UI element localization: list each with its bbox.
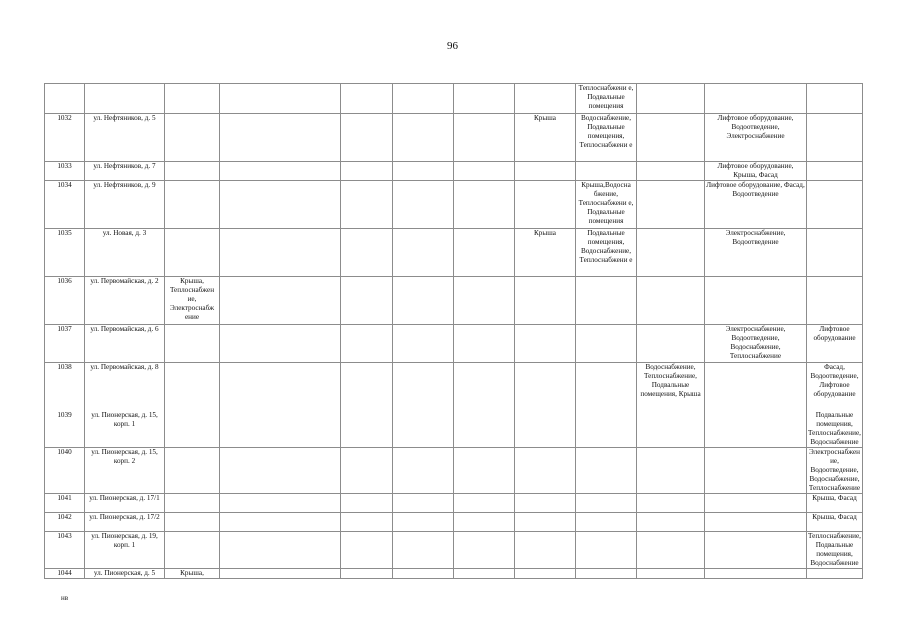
works-cell	[807, 229, 863, 277]
works-cell: Крыша, Фасад	[807, 513, 863, 532]
empty-cell	[393, 114, 454, 162]
works-cell	[165, 411, 220, 448]
empty-cell	[454, 363, 515, 411]
address-cell	[85, 84, 165, 114]
row-number: 1033	[45, 162, 85, 181]
row-number	[45, 84, 85, 114]
works-cell	[165, 513, 220, 532]
empty-cell	[220, 229, 341, 277]
works-cell: Крыша,	[165, 569, 220, 579]
address-cell: ул. Пионерская, д. 15, корп. 2	[85, 448, 165, 494]
empty-cell	[454, 229, 515, 277]
empty-cell	[515, 569, 576, 579]
address-cell: ул. Первомайская, д. 6	[85, 325, 165, 363]
empty-cell	[393, 162, 454, 181]
table-row	[45, 114, 863, 162]
works-cell: Электроснабжение, Водоотведение	[705, 229, 807, 277]
empty-cell	[393, 411, 454, 448]
works-cell	[576, 411, 637, 448]
works-cell	[165, 162, 220, 181]
works-cell: Лифтовое оборудование, Водоотведение, Электроснабжение	[705, 114, 807, 162]
row-number: 1042	[45, 513, 85, 532]
works-cell: Лифтовое оборудование	[807, 325, 863, 363]
empty-cell	[341, 229, 393, 277]
works-cell	[807, 84, 863, 114]
empty-cell	[393, 448, 454, 494]
empty-cell	[220, 363, 341, 411]
works-cell	[807, 569, 863, 579]
empty-cell	[515, 84, 576, 114]
works-cell: Электроснабжение, Водоотведение, Водоснабжение, Теплоснабжение	[705, 325, 807, 363]
row-number: 1035	[45, 229, 85, 277]
works-cell	[165, 494, 220, 513]
empty-cell	[515, 277, 576, 325]
row-number: 1040	[45, 448, 85, 494]
works-cell	[807, 181, 863, 229]
empty-cell	[220, 277, 341, 325]
empty-cell	[220, 114, 341, 162]
empty-cell	[341, 114, 393, 162]
empty-cell	[220, 162, 341, 181]
works-cell	[165, 229, 220, 277]
row-number: 1036	[45, 277, 85, 325]
empty-cell	[454, 448, 515, 494]
empty-cell	[454, 532, 515, 569]
empty-cell	[454, 513, 515, 532]
works-cell	[637, 162, 705, 181]
works-cell	[576, 325, 637, 363]
row-number: 1038	[45, 363, 85, 411]
works-cell: Крыша, Фасад	[807, 494, 863, 513]
works-cell: Электроснабжение, Водоотведение, Водоснабжение, Теплоснабжение	[807, 448, 863, 494]
works-cell	[576, 363, 637, 411]
empty-cell	[393, 229, 454, 277]
works-cell: Фасад, Водоотведение, Лифтовое оборудование	[807, 363, 863, 411]
empty-cell	[341, 448, 393, 494]
table-row	[45, 448, 863, 494]
empty-cell	[220, 569, 341, 579]
works-cell	[807, 162, 863, 181]
empty-cell	[454, 181, 515, 229]
works-cell	[807, 277, 863, 325]
empty-cell	[454, 84, 515, 114]
address-cell: ул. Пионерская, д. 15, корп. 1	[85, 411, 165, 448]
works-cell	[165, 84, 220, 114]
works-cell: Лифтовое оборудование, Крыша, Фасад	[705, 162, 807, 181]
address-cell: ул. Пионерская, д. 17/1	[85, 494, 165, 513]
row-number: 1044	[45, 569, 85, 579]
empty-cell	[220, 532, 341, 569]
table-row	[45, 411, 863, 448]
row-number: 1032	[45, 114, 85, 162]
works-cell	[637, 229, 705, 277]
page-number: 96	[447, 40, 458, 52]
works-cell	[807, 114, 863, 162]
row-number: 1041	[45, 494, 85, 513]
table-row	[45, 162, 863, 181]
empty-cell	[515, 325, 576, 363]
table-row	[45, 181, 863, 229]
works-cell	[637, 181, 705, 229]
empty-cell	[393, 325, 454, 363]
works-cell	[576, 569, 637, 579]
empty-cell	[393, 513, 454, 532]
empty-cell	[515, 448, 576, 494]
empty-cell	[515, 532, 576, 569]
table-row	[45, 84, 863, 114]
empty-cell	[454, 494, 515, 513]
empty-cell	[454, 325, 515, 363]
works-cell	[637, 325, 705, 363]
empty-cell	[454, 114, 515, 162]
works-cell	[705, 363, 807, 411]
works-cell	[165, 181, 220, 229]
empty-cell	[220, 325, 341, 363]
row-number: 1034	[45, 181, 85, 229]
row-number: 1039	[45, 411, 85, 448]
works-cell	[705, 84, 807, 114]
works-cell	[576, 277, 637, 325]
works-cell: Теплоснабжение, Подвальные помещения, Водоснабжение	[808, 532, 861, 567]
works-cell: Крыша	[515, 229, 576, 277]
works-cell	[165, 114, 220, 162]
works-cell	[637, 569, 705, 579]
table-row	[45, 532, 863, 569]
works-cell	[576, 532, 637, 569]
address-cell: ул. Пионерская, д. 5	[85, 569, 165, 579]
works-cell: Крыша,Водосна бжение, Теплоснабжени е, Подвальные помещения	[576, 181, 637, 229]
table-row	[45, 569, 863, 579]
table-row	[45, 229, 863, 277]
works-cell: Подвальные помещения, Водоснабжение, Теплоснабжени е	[576, 229, 637, 277]
empty-cell	[341, 363, 393, 411]
empty-cell	[341, 181, 393, 229]
empty-cell	[341, 569, 393, 579]
empty-cell	[454, 162, 515, 181]
works-cell	[705, 448, 807, 494]
address-cell: ул. Новая, д. 3	[85, 229, 165, 277]
empty-cell	[341, 277, 393, 325]
works-cell: Крыша, Теплоснабжен ие, Электроснабж ение	[165, 277, 220, 325]
works-cell	[637, 448, 705, 494]
works-cell	[165, 532, 220, 569]
works-cell: Лифтовое оборудование, Фасад, Водоотведение	[705, 181, 807, 229]
row-number: 1037	[45, 325, 85, 363]
works-cell	[705, 569, 807, 579]
empty-cell	[341, 532, 393, 569]
works-cell	[576, 513, 637, 532]
works-cell	[637, 532, 705, 569]
works-cell	[637, 277, 705, 325]
works-cell	[637, 114, 705, 162]
works-cell: Крыша	[515, 114, 576, 162]
works-cell	[705, 494, 807, 513]
empty-cell	[220, 513, 341, 532]
empty-cell	[393, 569, 454, 579]
empty-cell	[220, 181, 341, 229]
table-row	[45, 325, 863, 363]
works-cell	[165, 325, 220, 363]
works-cell: Подвальные помещения, Теплоснабжение, Водоснабжение	[808, 411, 861, 446]
empty-cell	[393, 181, 454, 229]
address-cell: ул. Первомайская, д. 2	[85, 277, 165, 325]
empty-cell	[515, 513, 576, 532]
table-row	[45, 277, 863, 325]
works-cell	[576, 494, 637, 513]
address-cell: ул. Нефтяников, д. 5	[85, 114, 165, 162]
works-cell	[576, 448, 637, 494]
works-cell: Теплоснабжени е, Подвальные помещения	[576, 84, 637, 114]
repair-schedule-table	[44, 83, 863, 579]
empty-cell	[454, 569, 515, 579]
address-cell: ул. Нефтяников, д. 7	[85, 162, 165, 181]
empty-cell	[220, 448, 341, 494]
address-cell: ул. Нефтяников, д. 9	[85, 181, 165, 229]
empty-cell	[393, 363, 454, 411]
empty-cell	[515, 494, 576, 513]
works-cell	[637, 84, 705, 114]
empty-cell	[515, 363, 576, 411]
empty-cell	[220, 494, 341, 513]
works-cell: Водоснабжение, Теплоснабжение, Подвальные помещения, Крыша	[637, 363, 705, 448]
empty-cell	[393, 84, 454, 114]
empty-cell	[515, 411, 576, 448]
works-cell	[165, 363, 220, 411]
table-row	[45, 494, 863, 513]
empty-cell	[393, 494, 454, 513]
works-cell	[705, 277, 807, 325]
empty-cell	[515, 181, 576, 229]
works-cell	[705, 411, 807, 448]
empty-cell	[341, 411, 393, 448]
empty-cell	[454, 277, 515, 325]
empty-cell	[341, 513, 393, 532]
table-row	[45, 513, 863, 532]
row-number: 1043	[45, 532, 85, 569]
works-cell	[705, 532, 807, 569]
empty-cell	[341, 325, 393, 363]
works-cell	[637, 513, 705, 532]
empty-cell	[393, 532, 454, 569]
works-cell: Водоснабжение, Подвальные помещения, Теплоснабжени е	[576, 114, 637, 162]
empty-cell	[220, 84, 341, 114]
works-cell	[705, 513, 807, 532]
address-cell: ул. Пионерская, д. 19, корп. 1	[85, 532, 165, 569]
table-row	[45, 363, 863, 411]
empty-cell	[341, 84, 393, 114]
empty-cell	[341, 494, 393, 513]
empty-cell	[341, 162, 393, 181]
empty-cell	[454, 411, 515, 448]
works-cell	[165, 448, 220, 494]
empty-cell	[515, 162, 576, 181]
address-cell: ул. Пионерская, д. 17/2	[85, 513, 165, 532]
address-cell: ул. Первомайская, д. 8	[85, 363, 165, 411]
footer-text: нв	[61, 594, 69, 602]
works-cell	[576, 162, 637, 181]
empty-cell	[220, 411, 341, 448]
works-cell	[637, 494, 705, 513]
empty-cell	[393, 277, 454, 325]
